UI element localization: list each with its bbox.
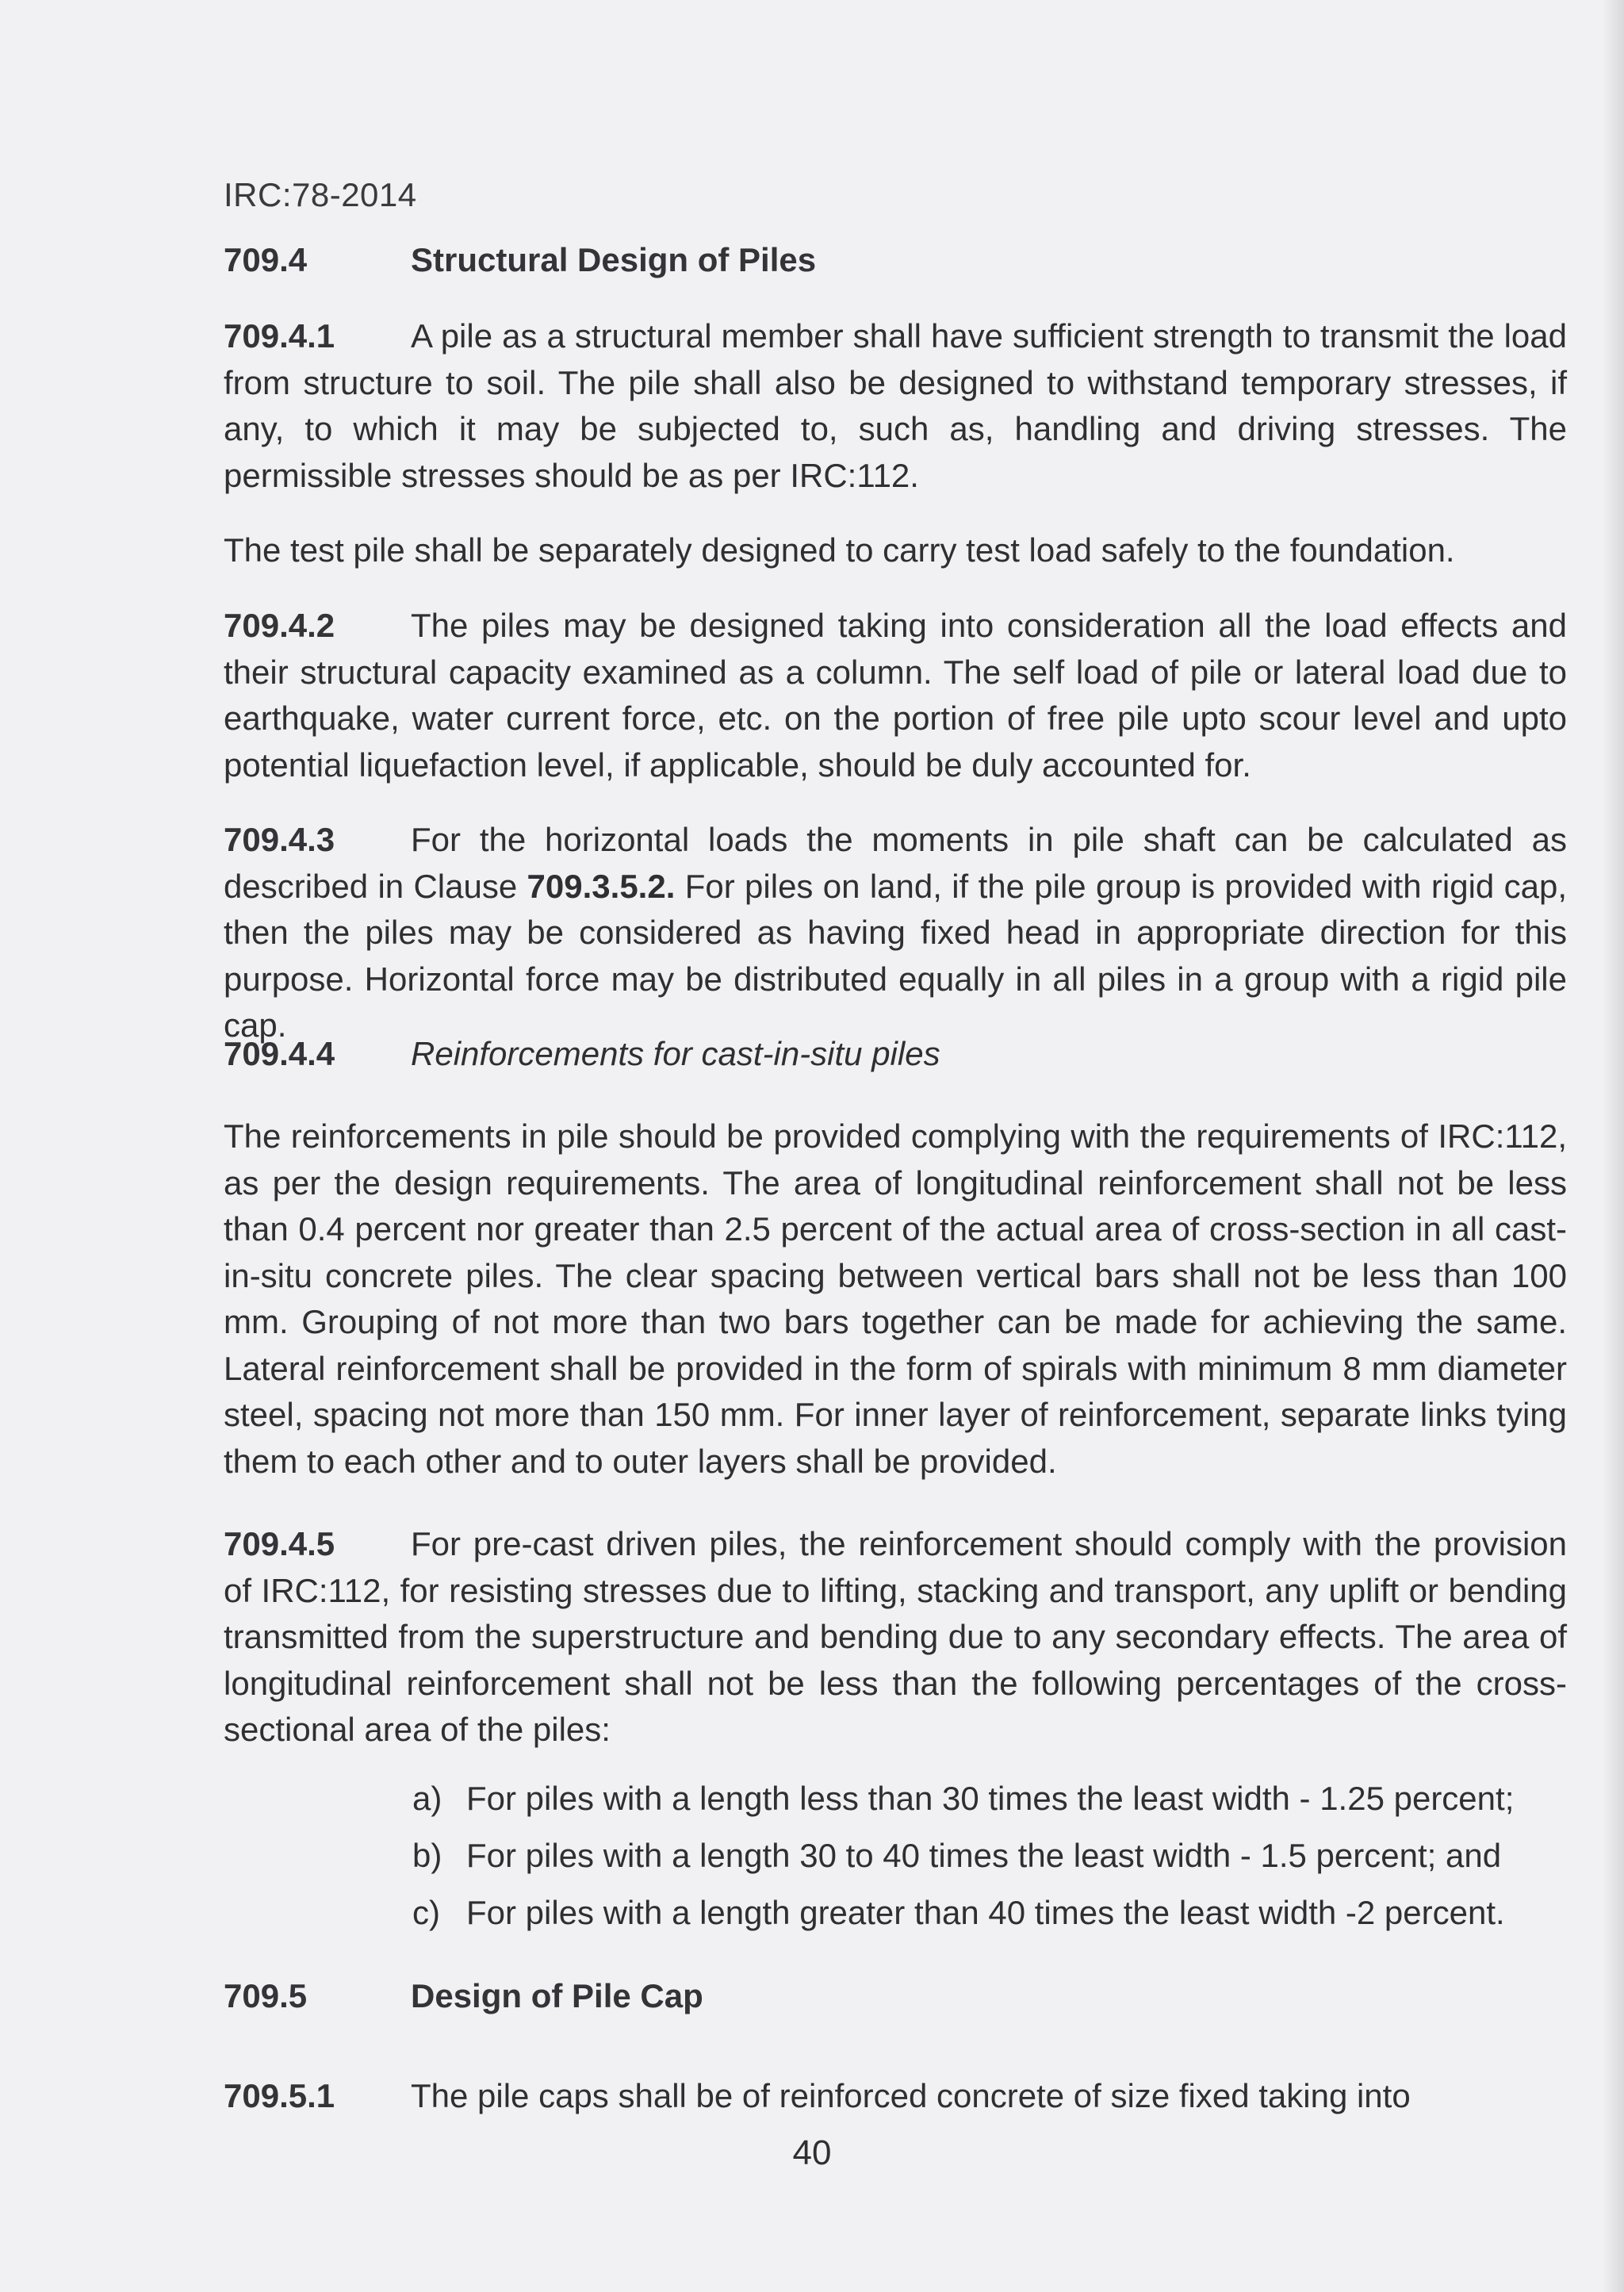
list-marker: c)	[412, 1894, 440, 1931]
document-code: IRC:78-2014	[224, 176, 417, 213]
page-edge-shadow	[1602, 0, 1624, 2292]
paragraph-709-5-1	[224, 2073, 1567, 2120]
clause-text: The piles may be designed taking into consideration all the load effects and their structural capacity examined as a column. The self load of pile or lateral load due to earthquake, water current force, etc. on the portion of free pile upto scour level and upto potential liquefaction level, if applicable, should be duly accounted for.	[224, 607, 1567, 784]
clause-number: 709.5.1	[224, 2077, 335, 2114]
paragraph-reinforcements	[224, 1113, 1567, 1485]
section-title: Structural Design of Piles	[411, 241, 817, 278]
list-marker: a)	[412, 1780, 442, 1817]
paragraph-test-pile	[224, 527, 1567, 574]
section-heading-709-5	[224, 1977, 703, 2015]
list-text: For piles with a length 30 to 40 times the least width - 1.5 percent; and	[466, 1837, 1502, 1874]
section-heading-709-4	[224, 241, 816, 279]
list-text: For piles with a length greater than 40 times the least width -2 percent.	[466, 1894, 1505, 1931]
clause-number: 709.4.2	[224, 607, 335, 644]
clause-text: A pile as a structural member shall have sufficient strength to transmit the load from structure to soil. The pile shall also be designed to withstand temporary stresses, if any, to which it may be subjected to, such as, handling and driving stresses. The permissible stresses should be as per IRC:112.	[224, 317, 1567, 494]
section-title: Design of Pile Cap	[411, 1977, 703, 2014]
list-marker: b)	[412, 1837, 442, 1874]
clause-text-continued: For piles on land, if the pile group is provided with rigid cap, then the piles may be considered as having fixed head in appropriate direction for this purpose. Horizontal force may be distributed equally in all piles in a group with a rigid pile cap.	[224, 867, 1567, 1044]
section-heading-709-4-4	[224, 1031, 1567, 1078]
paragraph-709-4-2	[224, 603, 1567, 788]
percentage-list	[412, 1770, 1570, 1941]
paragraph-text: The reinforcements in pile should be provided complying with the requirements of IRC:112, as per the design requirements. The area of longitudinal reinforcement shall not be less than 0.4 percent nor greater than 2.5 percent of the actual area of cross-section in all cast-in-situ concrete piles. The clear spacing between vertical bars shall not be less than 100 mm. Grouping of not more than two bars together can be made for achieving the same. Lateral reinforcement shall be provided in the form of spirals with minimum 8 mm diameter steel, spacing not more than 150 mm. For inner layer of reinforcement, separate links tying them to each other and to outer layers shall be provided.	[224, 1117, 1567, 1480]
list-item	[412, 1884, 1570, 1941]
section-number: 709.5	[224, 1977, 308, 2014]
section-title: Reinforcements for cast-in-situ piles	[411, 1035, 940, 1072]
paragraph-709-4-1	[224, 313, 1567, 499]
clause-number: 709.4.1	[224, 317, 335, 355]
list-item	[412, 1770, 1570, 1827]
list-text: For piles with a length less than 30 times the least width - 1.25 percent;	[466, 1780, 1515, 1817]
paragraph-709-4-5	[224, 1521, 1567, 1753]
paragraph-709-4-3	[224, 817, 1567, 1049]
clause-text: The pile caps shall be of reinforced concrete of size fixed taking into	[411, 2077, 1411, 2114]
clause-text: For the horizontal loads the moments in pile shaft can be calculated as described in Clause	[224, 821, 1567, 905]
list-item	[412, 1827, 1570, 1884]
clause-number: 709.4.4	[224, 1035, 335, 1072]
clause-number: 709.4.5	[224, 1525, 335, 1562]
clause-reference: 709.3.5.2.	[527, 867, 676, 905]
clause-number: 709.4.3	[224, 821, 335, 858]
section-number: 709.4	[224, 241, 308, 278]
page-number: 40	[792, 2133, 832, 2172]
paragraph-text: The test pile shall be separately designed to carry test load safely to the foundation.	[224, 531, 1455, 569]
clause-text: For pre-cast driven piles, the reinforcement should comply with the provision of IRC:112, for resisting stresses due to lifting, stacking and transport, any uplift or bending transmitted from the superstructure and bending due to any secondary effects. The area of longitudinal reinforcement shall not be less than the following percentages of the cross-sectional area of the piles:	[224, 1525, 1567, 1748]
